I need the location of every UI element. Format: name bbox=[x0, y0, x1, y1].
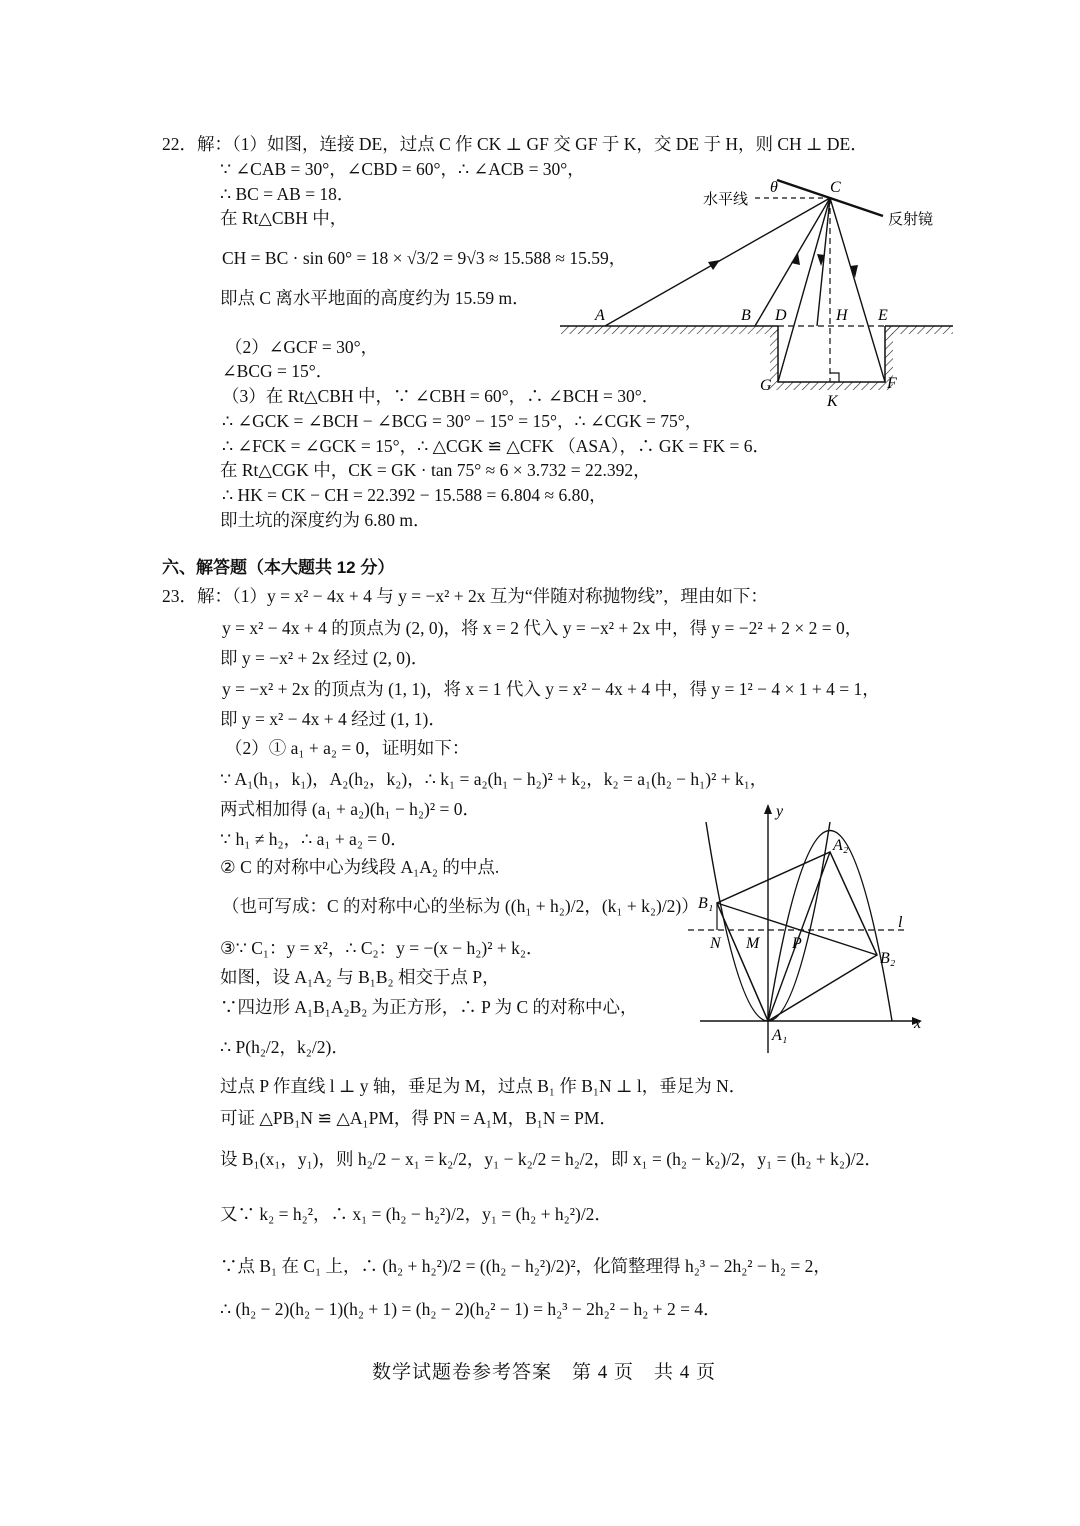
q23-line-6: （2）① a₁ + a₂ = 0，证明如下： bbox=[225, 738, 470, 758]
q23-line-15: ∴ P(h₂/2，k₂/2)． bbox=[220, 1037, 349, 1057]
label-k: K bbox=[827, 393, 838, 410]
q23-line-3: 即 y = −x² + 2x 经过 (2, 0)． bbox=[220, 648, 429, 668]
q22-line-13: ∴ HK = CK − CH = 22.392 − 15.588 = 6.804 ≈ 6.80， bbox=[222, 485, 607, 505]
q22-line-2: ∵ ∠CAB = 30°，∠CBD = 60°，∴ ∠ACB = 30°， bbox=[220, 159, 585, 179]
q23-line-7: ∵ A₁(h₁，k₁)，A₂(h₂，k₂)，∴ k₁ = a₂(h₁ − h₂)² + k₂，k₂ = a₁(h₂ − h₁)² + k₁， bbox=[220, 769, 768, 789]
q22-line-12: 在 Rt△CGK 中，CK = GK · tan 75° ≈ 6 × 3.732 = 22.392， bbox=[220, 460, 651, 480]
label-b2: B₂ bbox=[880, 950, 896, 967]
pit-hatch-right bbox=[885, 326, 893, 382]
q22-line-4: 在 Rt△CBH 中， bbox=[220, 208, 348, 228]
ray-cg bbox=[778, 198, 830, 382]
label-y: y bbox=[776, 803, 784, 820]
q22-line-7: （2）∠GCF = 30°， bbox=[225, 337, 379, 357]
label-g: G bbox=[760, 377, 772, 394]
q23-line-11: （也可写成：C 的对称中心的坐标为 ((h₁ + h₂)/2，(k₁ + k₂)/2)） bbox=[222, 896, 699, 916]
ray-cf bbox=[830, 198, 885, 382]
label-h: H bbox=[836, 307, 848, 324]
label-p: P bbox=[792, 935, 802, 952]
q22-line-11: ∴ ∠FCK = ∠GCK = 15°，∴ △CGK ≌ △CFK （ASA），∴ GK = FK = 6． bbox=[222, 436, 771, 456]
q23-line-19: 又∵ k₂ = h₂²，∴ x₁ = (h₂ − h₂²)/2，y₁ = (h₂ + h₂²)/2． bbox=[220, 1204, 612, 1224]
q23-line-16: 过点 P 作直线 l ⊥ y 轴，垂足为 M，过点 B₁ 作 B₁N ⊥ l，垂足为 N． bbox=[220, 1076, 747, 1096]
label-x: x bbox=[914, 1015, 922, 1032]
q23-line-18: 设 B₁(x₁，y₁)，则 h₂/2 − x₁ = k₂/2，y₁ − k₂/2 = h₂/2，即 x₁ = (h₂ − k₂)/2，y₁ = (h₂ + k₂)/2． bbox=[220, 1149, 882, 1169]
q23-line-13: 如图，设 A₁A₂ 与 B₁B₂ 相交于点 P， bbox=[220, 967, 500, 987]
q23-line-14: ∵四边形 A₁B₁A₂B₂ 为正方形，∴ P 为 C 的对称中心， bbox=[220, 997, 638, 1017]
q23-line-1: 23．解：（1）y = x² − 4x + 4 与 y = −x² + 2x 互为“伴随对称抛物线”，理由如下： bbox=[162, 586, 768, 606]
arrow-ac bbox=[708, 260, 720, 270]
ground-hatch-right bbox=[885, 326, 953, 334]
label-a2: A₂ bbox=[833, 837, 849, 854]
q23-line-21: ∴ (h₂ − 2)(h₂ − 1)(h₂ + 1) = (h₂ − 2)(h₂² − 1) = h₂³ − 2h₂² − h₂ + 2 = 4． bbox=[220, 1299, 721, 1319]
label-d: D bbox=[775, 307, 787, 324]
q22-line-14: 即土坑的深度约为 6.80 m． bbox=[220, 510, 431, 530]
q22-line-5: CH = BC · sin 60° = 18 × √3/2 = 9√3 ≈ 15.588 ≈ 15.59， bbox=[222, 248, 627, 268]
q23-line-5: 即 y = x² − 4x + 4 经过 (1, 1)． bbox=[220, 709, 446, 729]
q22-line-8: ∠BCG = 15°． bbox=[222, 361, 334, 381]
label-c: C bbox=[830, 179, 841, 196]
y-axis-arrow bbox=[764, 804, 772, 814]
label-m: M bbox=[746, 935, 760, 952]
label-theta: θ bbox=[770, 179, 778, 196]
pit-hatch-left bbox=[770, 326, 778, 382]
q23-line-8: 两式相加得 (a₁ + a₂)(h₁ − h₂)² = 0． bbox=[220, 799, 480, 819]
label-mirror: 反射镜 bbox=[888, 212, 934, 228]
label-l: l bbox=[898, 914, 903, 931]
q23-line-17: 可证 △PB₁N ≌ △A₁PM，得 PN = A₁M，B₁N = PM． bbox=[220, 1108, 617, 1128]
q22-line-10: ∴ ∠GCK = ∠BCH − ∠BCG = 30° − 15° = 15°，∴ ∠CGK = 75°， bbox=[222, 411, 703, 431]
label-a1: A₁ bbox=[772, 1027, 788, 1044]
q23-line-20: ∵点 B₁ 在 C₁ 上，∴ (h₂ + h₂²)/2 = ((h₂ − h₂²)/2)²，化简整理得 h₂³ − 2h₂² − h₂ = 2， bbox=[220, 1256, 831, 1276]
q22-line-6: 即点 C 离水平地面的高度约为 15.59 m． bbox=[220, 288, 530, 308]
pit-hatch-bottom bbox=[770, 382, 893, 390]
label-f: F bbox=[887, 375, 897, 392]
label-b1: B₁ bbox=[698, 895, 714, 912]
q22-line-3: ∴ BC = AB = 18． bbox=[220, 184, 355, 204]
q23-line-2: y = x² − 4x + 4 的顶点为 (2, 0)，将 x = 2 代入 y = −x² + 2x 中，得 y = −2² + 2 × 2 = 0， bbox=[222, 618, 863, 638]
right-angle-k bbox=[830, 373, 839, 382]
q23-line-4: y = −x² + 2x 的顶点为 (1, 1)，将 x = 1 代入 y = x² − 4x + 4 中，得 y = 1² − 4 × 1 + 4 = 1， bbox=[222, 679, 880, 699]
q22-line-1: 22．解：（1）如图，连接 DE，过点 C 作 CK ⊥ GF 交 GF 于 K，交 DE 于 H，则 CH ⊥ DE． bbox=[162, 134, 868, 154]
arrow-bc bbox=[791, 253, 800, 265]
q23-figure bbox=[680, 800, 940, 1060]
section-6-title: 六、解答题（本大题共 12 分） bbox=[162, 558, 395, 577]
label-n: N bbox=[710, 935, 721, 952]
q22-figure bbox=[555, 170, 955, 410]
q22-line-9: （3）在 Rt△CBH 中，∵ ∠CBH = 60°，∴ ∠BCH = 30°． bbox=[222, 386, 660, 406]
label-b: B bbox=[741, 307, 751, 324]
ground-hatch-left bbox=[560, 326, 778, 334]
q23-line-12: ③∵ C₁：y = x²，∴ C₂：y = −(x − h₂)² + k₂． bbox=[220, 938, 544, 958]
q23-line-10: ② C 的对称中心为线段 A₁A₂ 的中点. bbox=[220, 857, 500, 877]
q23-line-9: ∵ h₁ ≠ h₂，∴ a₁ + a₂ = 0． bbox=[220, 829, 408, 849]
label-e: E bbox=[878, 307, 888, 324]
label-a: A bbox=[595, 307, 605, 324]
label-horizontal: 水平线 bbox=[703, 192, 749, 208]
page-footer: 数学试题卷参考答案 第 4 页 共 4 页 bbox=[372, 1362, 717, 1383]
